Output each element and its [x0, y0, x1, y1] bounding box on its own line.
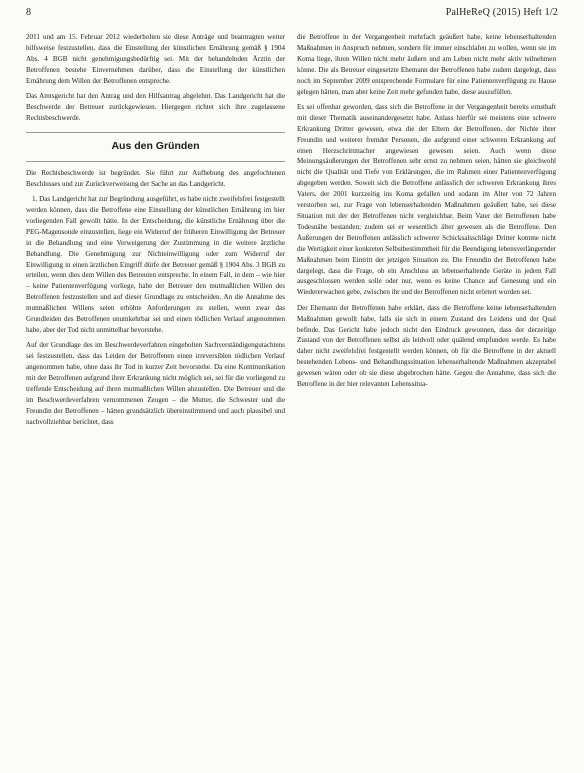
paragraph: die Betroffene in der Vergangenheit mehrfach geäußert habe, keine lebenserhaltenden Maßnahmen in Anspruch nehmen, sondern für immer einschlafen zu wollen, wenn sie im Koma liege, ihren Willen nicht mehr äußern und am Leben nicht mehr aktiv teilnehmen könne. Die als Betreuer eingesetzte Ehemann der Betroffenen habe zudem dargelegt, dass noch im September 2009 entsprechende Formulare für eine Patientenverfügung zu Hause gelegen hätten, man aber keine Zeit mehr gefunden habe, diese auszufüllen.: [297, 33, 556, 96]
journal-reference: PalHeReQ (2015) Heft 1/2: [445, 7, 558, 18]
paragraph: 2011 und am 15. Februar 2012 wiederholten sie diese Anträge und beantragten weiter hilfsweise festzustellen, dass die Einstellung der künstlichen Ernährung gemäß § 1904 Abs. 4 BGB nicht genehmigungsbedürftig sei. Mit der behandelnden Ärztin der Betroffenen bestehe Einvernehmen darüber, dass die Einstellung der künstlichen Ernährung dem Willen der Betroffenen entspreche.: [26, 33, 285, 85]
left-column: [26, 32, 285, 432]
page-header: [26, 6, 558, 20]
paragraph: Der Ehemann der Betroffenen habe erklärt, dass die Betroffene keine lebenserhaltenden Maßnahmen gewollt habe, falls sie sich in einem Zustand des Leidens und der Qual befinde. Das Gericht habe jedoch nicht den Eindruck gewonnen, dass der derzeitige Zustand von der Betroffenen selbst als leidvoll oder quälend empfunden werde. Es habe daher nicht zweifelsfrei festgestellt werden können, ob für die Betroffene in der aktuell bestehenden Lebens- und Behandlungssituation lebenserhaltende Maßnahmen akzeptabel gewesen wären oder ob sie diese abgebrochen hätte. Gegen die Annahme, dass sich die Betroffene in der hier relevanten Lebenssitua-: [297, 303, 556, 389]
paragraph: Das Amtsgericht hat den Antrag und den Hilfsantrag abgelehnt. Das Landgericht hat die Beschwerde der Betreuer zurückgewiesen. Hiergegen richtet sich ihre zugelassene Rechtsbeschwerde.: [26, 92, 285, 122]
section-heading: Aus den Gründen: [111, 139, 200, 152]
right-column: [297, 32, 556, 395]
page-number: 8: [26, 7, 31, 18]
divider-top: [26, 132, 285, 133]
divider-bottom: [26, 161, 285, 162]
paragraph: Auf der Grundlage des im Beschwerdeverfahren eingeholten Sachverständigengutachtens sei festzustellen, dass das Leiden der Betroffenen einen irreversiblen tödlichen Verlauf angenommen habe, ohne dass ihr Tod in kurzer Zeit bevorstehe. Da eine Kommunikation mit der Betroffenen aufgrund ihrer Erkrankung nicht möglich sei, sei für die vorliegend zu treffende Entscheidung auf ihren mutmaßlichen Willen abzustellen. Die Betreuer und die im Beschwerdeverfahren vernommenen Zeugen – die Mutter, die Schwester und die Freundin der Betroffenen – hätten grundsätzlich übereinstimmend und auch plausibel und nachvollziehbar berichtet, dass: [26, 341, 285, 426]
section-heading-block: [26, 132, 285, 162]
paragraph: Es sei offenbar geworden, dass sich die Betroffene in der Vergangenheit bereits ernsthaft mit dieser Thematik auseinandergesetzt habe. Anlass hierfür sei meistens eine schwere Erkrankung Dritter gewesen, etwa die der Eltern der Betroffenen, der Nichte ihrer Freundin und weiterer fremder Personen, die aufgrund einer schweren Erkrankung auf einen Herzschrittmacher angewiesen gewesen seien. Auch wenn diese Meinungsäußerungen der Betroffenen sehr ernst zu nehmen seien, hätten sie gleichwohl nicht die Qualität und Tiefe von Erklärungen, die im Rahmen einer Patientenverfügung abgegeben werden. Soweit sich die Betroffene anlässlich der schweren Erkrankung ihres Vaters, der 2001 kurzzeitig ins Koma gefallen und sodann im Alter von 72 Jahren verstorben sei, zur Frage von lebenserhaltenden Maßnahmen geäußert habe, sei diese Situation mit der der Betroffenen nicht vergleichbar. Beim Vater der Betroffenen habe Todesnähe bestanden; zudem sei er wesentlich älter gewesen als die Betroffene. Den Äußerungen der Betroffenen anlässlich schwerer Schicksalsschläge Dritter komme nicht die Wertigkeit einer konkreten Selbstbestimmtheit für die Beendigung lebensverlängernder Maßnahmen beim Eintritt der jetzigen Situation zu. Die Freundin der Betroffenen habe dargelegt, dass die Frage, ob ein Anschluss an lebenserhaltende Geräte in jedem Fall ausgeschlossen werden solle oder nur, wenn es keine Chance auf Genesung und ein Wiedererwachen gebe, zwischen ihr und der Betroffenen nicht erörtert worden sei.: [297, 102, 556, 297]
paragraph: Die Rechtsbeschwerde ist begründet. Sie führt zur Aufhebung des angefochtenen Beschlusses und zur Zurückverweisung der Sache an das Landgericht.: [26, 168, 285, 188]
paragraph: 1. Das Landgericht hat zur Begründung ausgeführt, es habe nicht zweifelsfrei festgestellt werden können, dass die Betroffene eine Einstellung der künstlichen Ernährung im hier vorliegenden Fall gewollt hätte. In der Entscheidung, die künstliche Ernährung über die PEG-Magensonde einzustellen, liege ein Widerruf der früheren Einwilligung der Betreuer in die Behandlung und eine Verweigerung der Zustimmung in die weitere ärztliche Behandlung. Die Genehmigung zur Nichteinwilligung oder zum Widerruf der Einwilligung in einen ärztlichen Eingriff dürfe der Betreuer gemäß § 1904 Abs. 3 BGB zu erteilen, wenn dies dem Willen des Betreuten entspreche. In einem Fall, in dem – wie hier – keine Patientenverfügung vorliege, habe der Betreuer den mutmaßlichen Willen des Betroffenen festzustellen und auf dieser Grundlage zu entscheiden. An die Annahme des mutmaßlichen Willens seien erhöhte Anforderungen zu stellen, wenn zwar das Grundleiden des Betroffenen unumkehrbar sei und einen tödlichen Verlauf angenommen habe, aber der Tod nicht unmittelbar bevorstehe.: [26, 195, 285, 334]
